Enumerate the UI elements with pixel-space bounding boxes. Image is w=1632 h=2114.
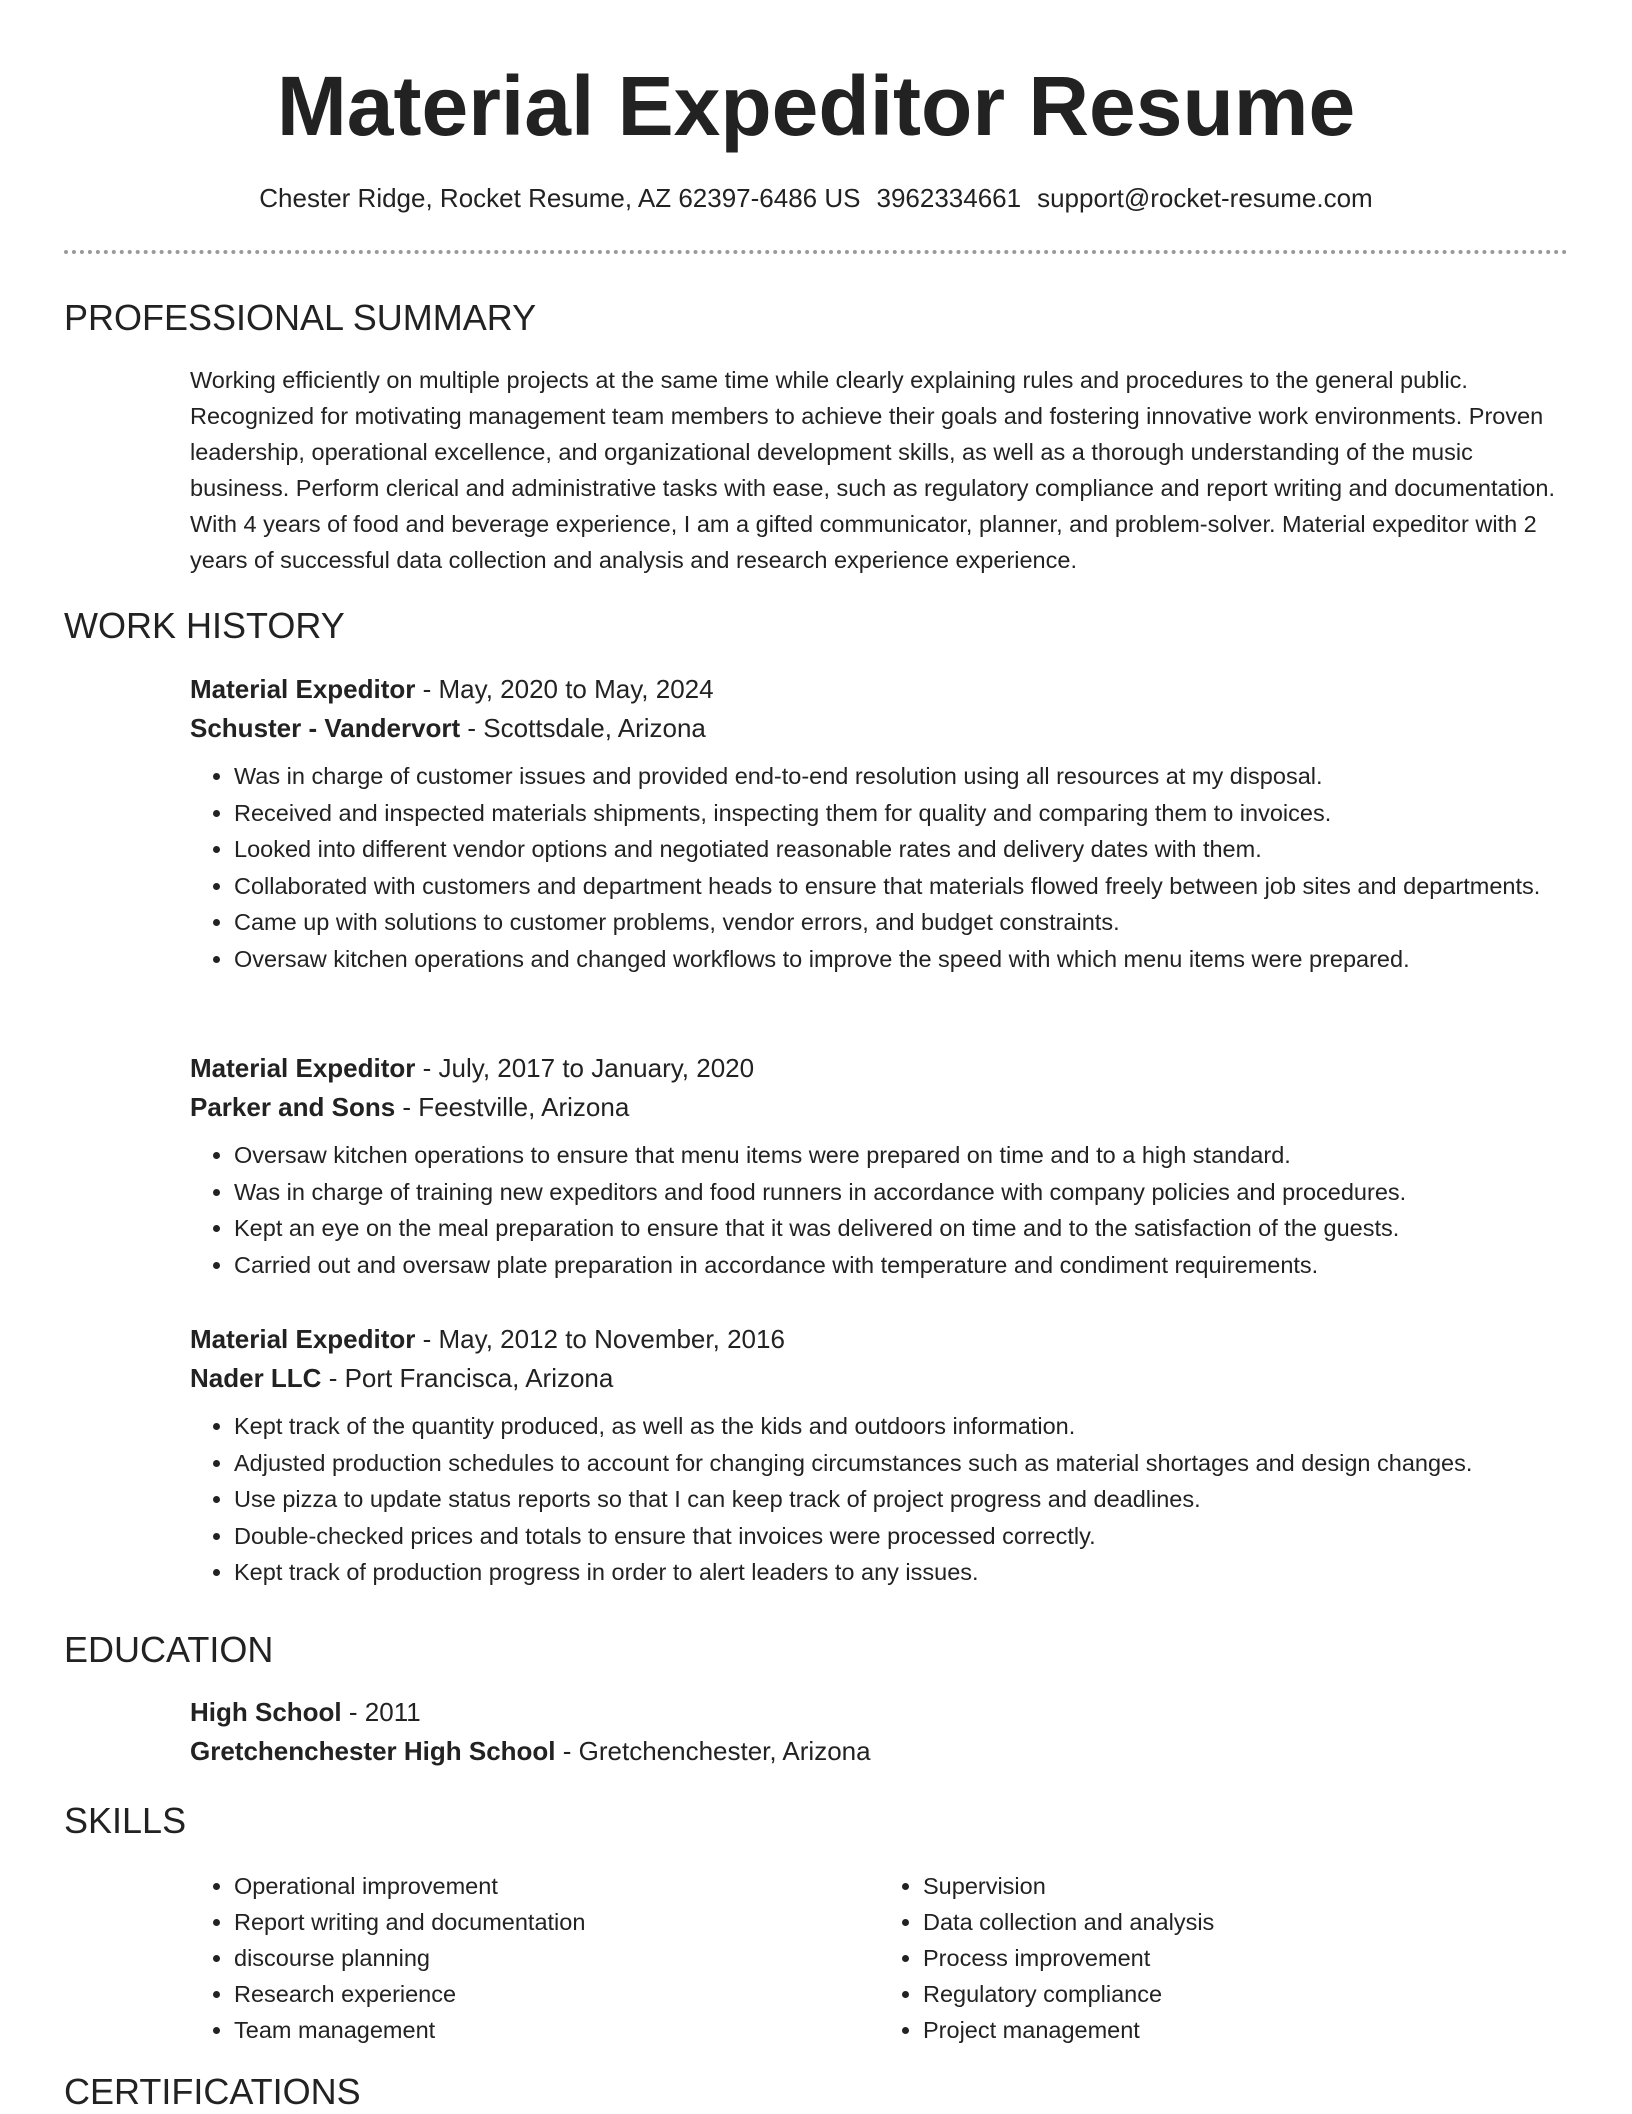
job-company: Schuster - Vandervort <box>190 713 461 743</box>
education-entry <box>190 1693 1568 1771</box>
contact-address: Chester Ridge, Rocket Resume, AZ 62397-6486 US <box>259 183 861 213</box>
summary-heading: PROFESSIONAL SUMMARY <box>64 297 537 338</box>
job-dates: - May, 2020 to May, 2024 <box>415 674 714 704</box>
education-location: - Gretchenchester, Arizona <box>555 1736 871 1766</box>
skill-item: • Data collection and analysis <box>923 1904 1568 1940</box>
skills-section <box>190 1868 1568 2048</box>
job-dates: - July, 2017 to January, 2020 <box>415 1053 755 1083</box>
job-bullet: • Oversaw kitchen operations and changed workflows to improve the speed with which menu items were prepared. <box>234 941 1568 978</box>
job-bullet: • Use pizza to update status reports so that I can keep track of project progress and deadlines. <box>234 1481 1568 1518</box>
job-title-line <box>190 1049 1568 1088</box>
education-degree-line <box>190 1693 1568 1732</box>
skills-heading: SKILLS <box>64 1800 187 1841</box>
job-bullets <box>190 1137 1568 1283</box>
skill-item: • discourse planning <box>234 1940 879 1976</box>
job-bullet: • Oversaw kitchen operations to ensure that menu items were prepared on time and to a high standard. <box>234 1137 1568 1174</box>
contact-phone: 3962334661 <box>876 183 1022 213</box>
skill-item: • Process improvement <box>923 1940 1568 1976</box>
education-year: - 2011 <box>341 1697 421 1727</box>
summary-section <box>190 362 1568 578</box>
summary-text: Working efficiently on multiple projects at the same time while clearly explaining rules and procedures to the general public. Recognized for motivating management team members to achieve their goals and fostering innovative work environments. Proven leadership, operational excellence, and organizational development skills, as well as a thorough understanding of the music business. Perform clerical and administrative tasks with ease, such as regulatory compliance and report writing and documentation. With 4 years of food and beverage experience, I am a gifted communicator, planner, and problem-solver. Material expeditor with 2 years of successful data collection and analysis and research experience experience. <box>190 367 1555 573</box>
job-entry <box>190 1049 1568 1283</box>
job-title-line <box>190 670 1568 709</box>
job-bullet: • Adjusted production schedules to account for changing circumstances such as material shortages and design changes. <box>234 1445 1568 1482</box>
skill-item: • Team management <box>234 2012 879 2048</box>
skill-item: • Project management <box>923 2012 1568 2048</box>
contact-email[interactable]: support@rocket-resume.com <box>1037 183 1373 213</box>
job-bullet: • Kept track of the quantity produced, as well as the kids and outdoors information. <box>234 1408 1568 1445</box>
job-bullet: • Kept track of production progress in order to alert leaders to any issues. <box>234 1554 1568 1591</box>
job-bullet: • Collaborated with customers and department heads to ensure that materials flowed freely between job sites and departments. <box>234 868 1568 905</box>
education-school: Gretchenchester High School <box>190 1736 556 1766</box>
skill-item: • Report writing and documentation <box>234 1904 879 1940</box>
job-company-line <box>190 1088 1568 1127</box>
skill-item: • Operational improvement <box>234 1868 879 1904</box>
job-bullets <box>190 758 1568 977</box>
certifications-heading: CERTIFICATIONS <box>64 2071 361 2112</box>
skill-item: • Supervision <box>923 1868 1568 1904</box>
job-title: Material Expeditor <box>190 1053 416 1083</box>
job-bullets <box>190 1408 1568 1591</box>
skill-item: • Regulatory compliance <box>923 1976 1568 2012</box>
resume-title: Material Expeditor Resume <box>276 59 1356 153</box>
job-title-line <box>190 1320 1568 1359</box>
job-company: Nader LLC <box>190 1363 322 1393</box>
header-divider <box>64 250 1568 254</box>
skills-column-right <box>879 1868 1568 2048</box>
job-bullet: • Kept an eye on the meal preparation to ensure that it was delivered on time and to the satisfaction of the guests. <box>234 1210 1568 1247</box>
job-title: Material Expeditor <box>190 674 416 704</box>
job-company-line <box>190 709 1568 748</box>
work-history-heading: WORK HISTORY <box>64 605 345 646</box>
contact-line <box>64 180 1568 216</box>
job-bullet: • Carried out and oversaw plate preparation in accordance with temperature and condiment requirements. <box>234 1247 1568 1284</box>
job-bullet: • Was in charge of customer issues and provided end-to-end resolution using all resources at my disposal. <box>234 758 1568 795</box>
job-bullet: • Looked into different vendor options and negotiated reasonable rates and delivery dates with them. <box>234 831 1568 868</box>
job-entry <box>190 670 1568 977</box>
job-bullet: • Was in charge of training new expeditors and food runners in accordance with company policies and procedures. <box>234 1174 1568 1211</box>
job-location: - Feestville, Arizona <box>395 1092 630 1122</box>
job-bullet: • Received and inspected materials shipments, inspecting them for quality and comparing them to invoices. <box>234 795 1568 832</box>
skills-grid <box>190 1868 1568 2048</box>
job-dates: - May, 2012 to November, 2016 <box>415 1324 785 1354</box>
education-heading: EDUCATION <box>64 1629 274 1670</box>
education-degree: High School <box>190 1697 342 1727</box>
skills-column-left <box>190 1868 879 2048</box>
job-title: Material Expeditor <box>190 1324 416 1354</box>
job-company: Parker and Sons <box>190 1092 396 1122</box>
job-location: - Scottsdale, Arizona <box>460 713 706 743</box>
job-company-line <box>190 1359 1568 1398</box>
education-school-line <box>190 1732 1568 1771</box>
job-entry <box>190 1320 1568 1591</box>
skill-item: • Research experience <box>234 1976 879 2012</box>
job-location: - Port Francisca, Arizona <box>321 1363 614 1393</box>
job-bullet: • Double-checked prices and totals to ensure that invoices were processed correctly. <box>234 1518 1568 1555</box>
job-bullet: • Came up with solutions to customer problems, vendor errors, and budget constraints. <box>234 904 1568 941</box>
